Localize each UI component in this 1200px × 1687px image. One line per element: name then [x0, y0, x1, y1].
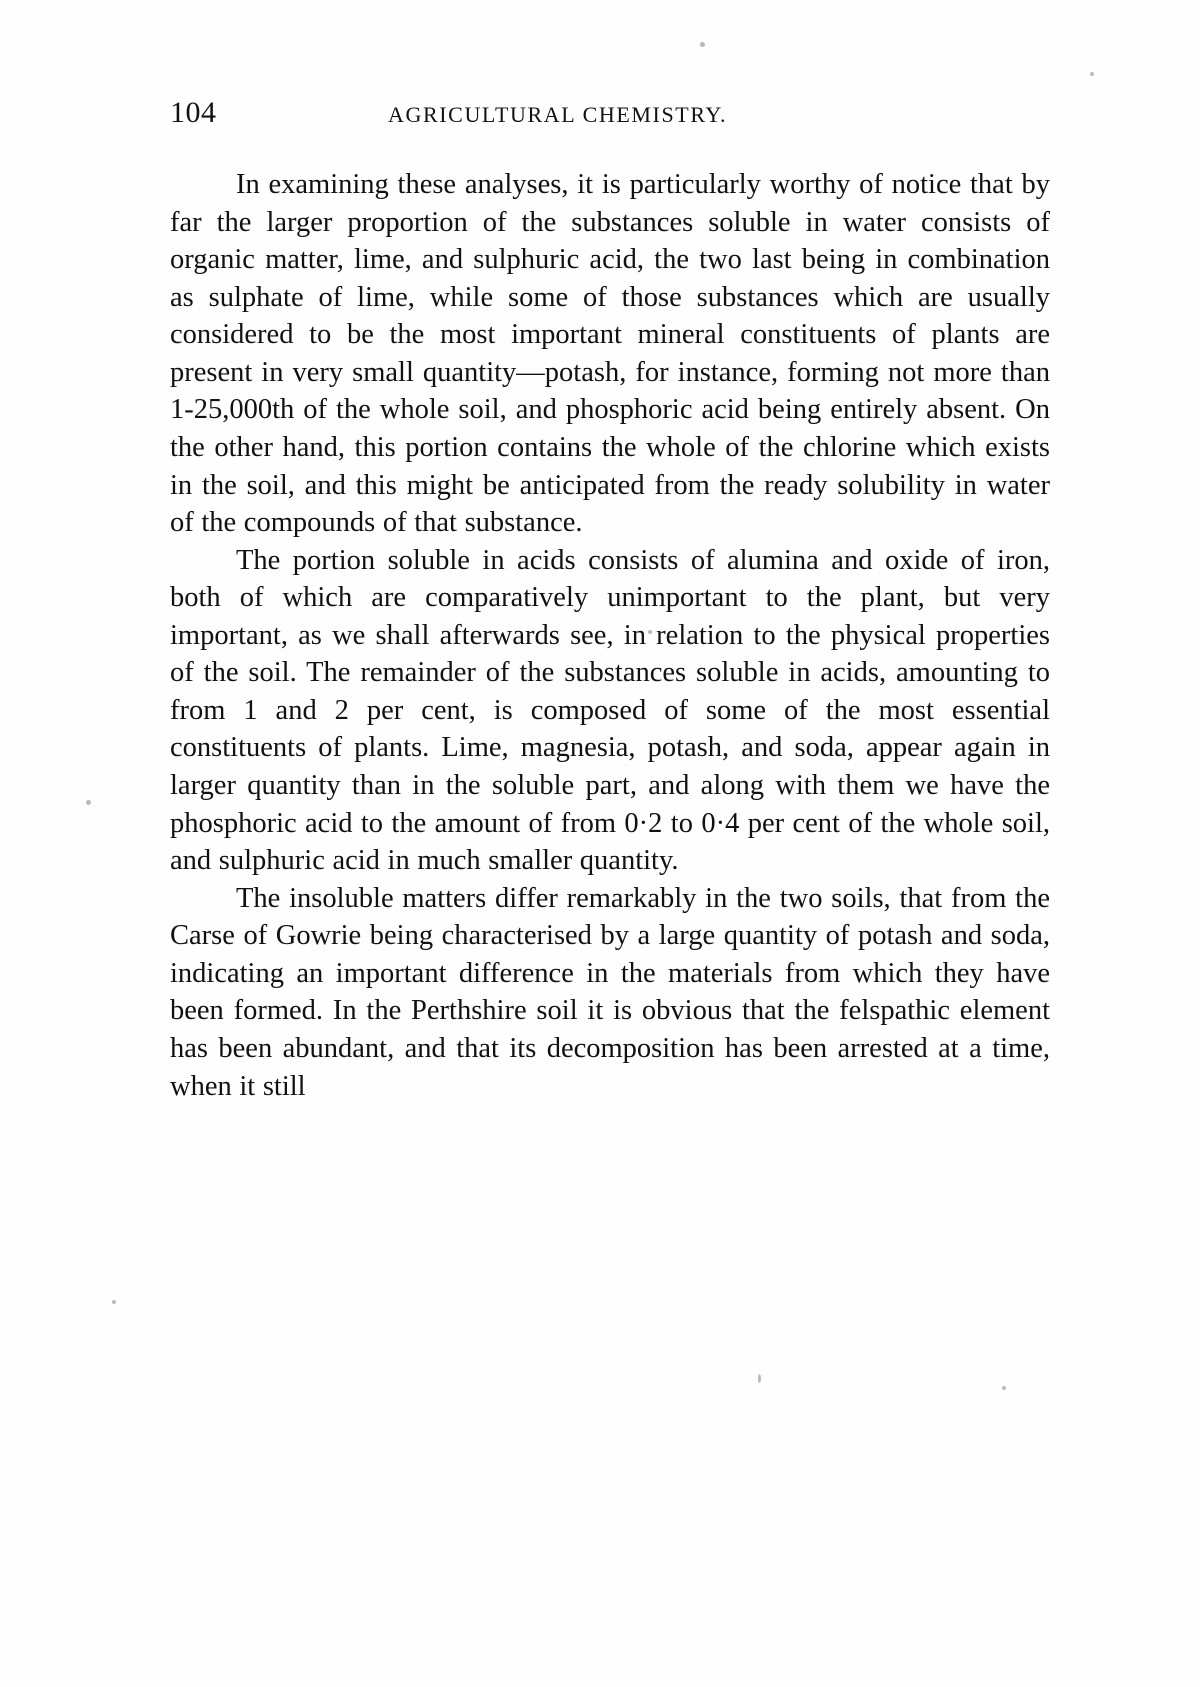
- paragraph: In examining these analyses, it is particularly worthy of notice that by far the larger proportion of the substances soluble in water consists of organic matter, lime, and sulphuric acid, the two last being in combination as sulphate of lime, while some of those substances which are usually considered to be the most important mineral constituents of plants are present in very small quantity—potash, for instance, forming not more than 1-25,000th of the whole soil, and phosphoric acid being entirely absent. On the other hand, this portion contains the whole of the chlorine which exists in the soil, and this might be anticipated from the ready solubility in water of the compounds of that substance.: [170, 169, 1050, 539]
- scan-speck: [1002, 1386, 1006, 1390]
- scan-speck: [112, 1300, 116, 1304]
- scan-speck: [1090, 72, 1094, 76]
- running-head: AGRICULTURAL CHEMISTRY.: [388, 102, 728, 127]
- paragraph: The portion soluble in acids consists of alumina and oxide of iron, both of which are comparatively unimportant to the plant, but very important, as we shall afterwards see, in relation to the physical properties of the soil. The remainder of the substances soluble in acids, amounting to from 1 and 2 per cent, is composed of some of the most essential constituents of plants. Lime, magnesia, potash, and soda, appear again in larger quantity than in the soluble part, and along with them we have the phosphoric acid to the amount of from 0·2 to 0·4 per cent of the whole soil, and sulphuric acid in much smaller quantity.: [170, 544, 1050, 877]
- paragraph: The insoluble matters differ remarkably in the two soils, that from the Carse of Gowrie being characterised by a large quantity of potash and soda, indicating an important difference in the materials from which they have been formed. In the Perthshire soil it is obvious that the felspathic element has been abundant, and that its decomposition has been arrested at a time, when it still: [170, 882, 1050, 1102]
- page-number: 104: [170, 96, 217, 129]
- page-header: [170, 96, 1050, 136]
- scan-speck: [758, 1374, 761, 1383]
- scan-speck: [86, 800, 91, 805]
- body-text: [170, 166, 1050, 1105]
- page-content: [170, 96, 1050, 1105]
- scan-speck: [700, 42, 705, 47]
